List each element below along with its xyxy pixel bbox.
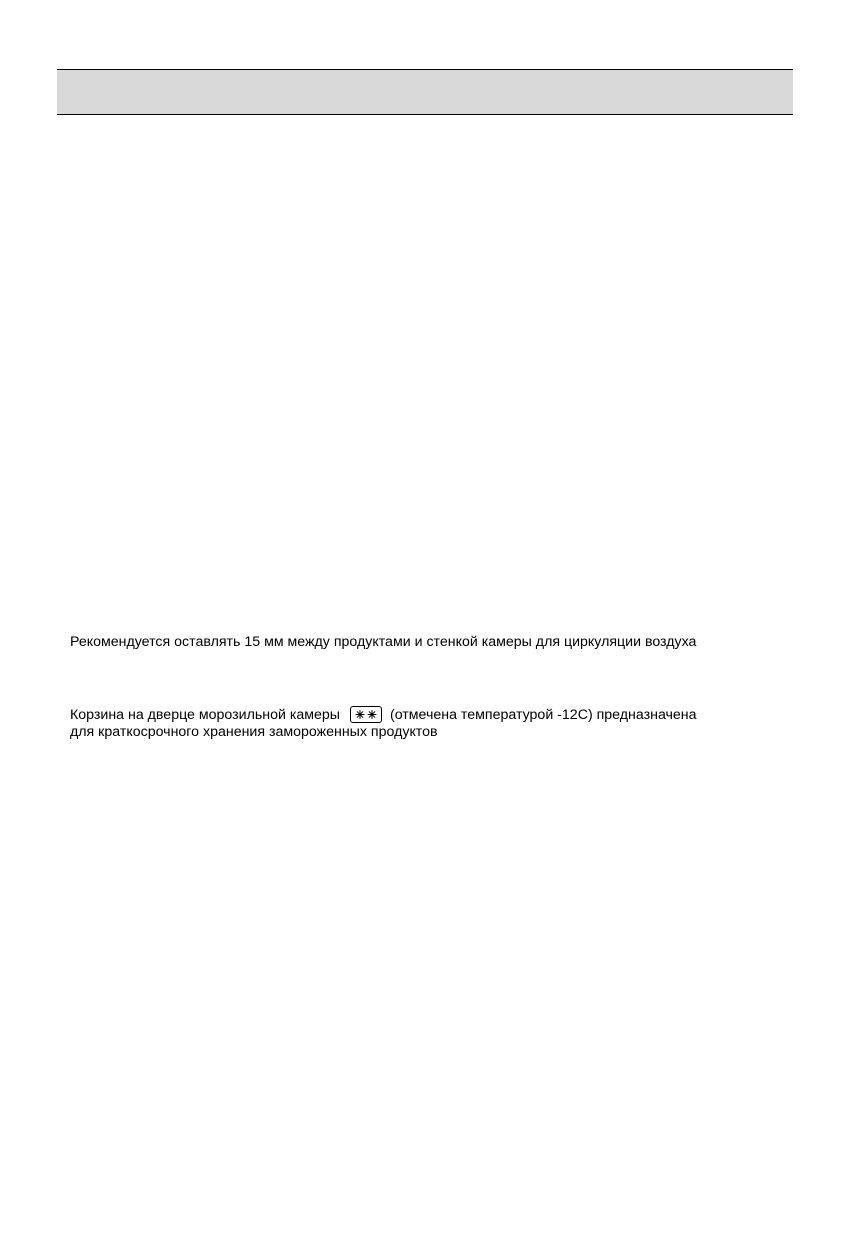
door-basket-paragraph [70, 706, 697, 741]
door-basket-text-after-icon: (отмечена температурой -12C) предназначена [390, 707, 697, 723]
air-gap-paragraph [70, 634, 696, 651]
air-gap-text: Рекомендуется оставлять 15 мм между продуктами и стенкой камеры для циркуляции воздуха [70, 634, 697, 650]
door-basket-line-1 [70, 706, 697, 724]
door-basket-line-2: для краткосрочного хранения замороженных продуктов [70, 724, 438, 740]
section-header-band [57, 69, 793, 115]
two-star-snowflake-icon [350, 706, 382, 723]
door-basket-text-before-icon: Корзина на дверце морозильной камеры [70, 707, 340, 723]
